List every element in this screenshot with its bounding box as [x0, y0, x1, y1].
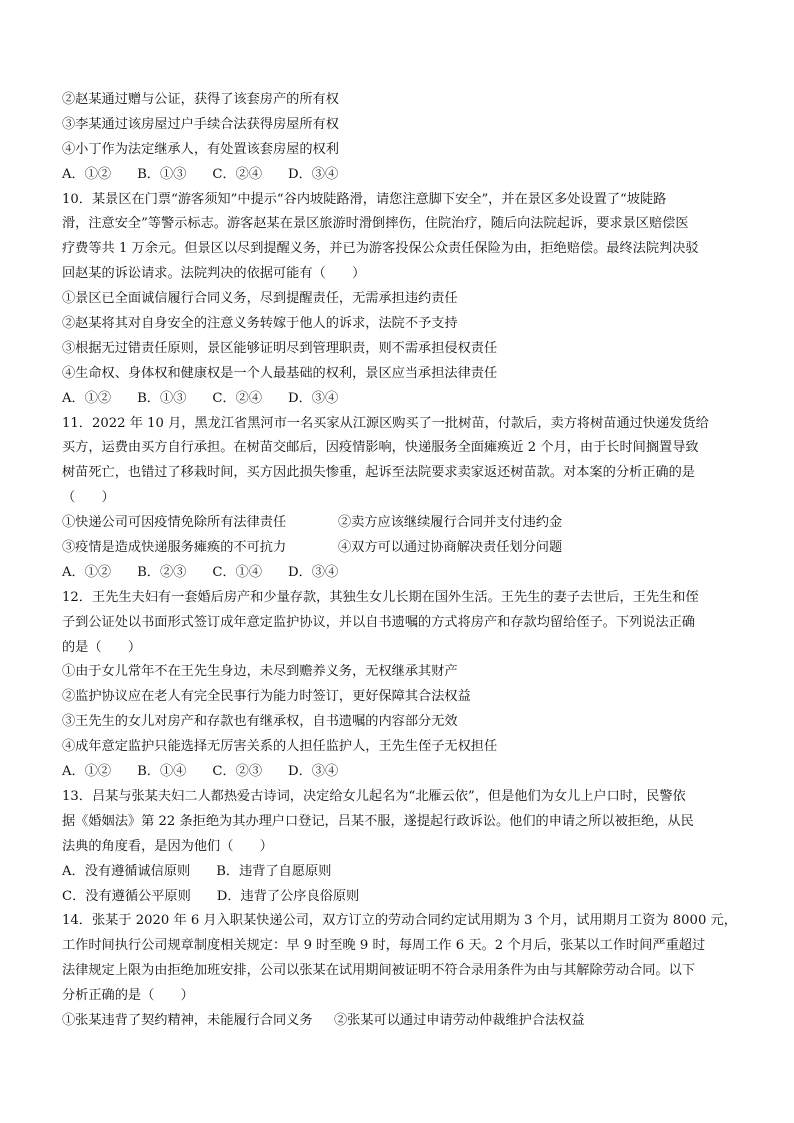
- statement-item: ②赵某将其对自身安全的注意义务转嫁于他人的诉求，法院不予支持: [62, 316, 458, 332]
- statement-item: ①快递公司可因疫情免除所有法律责任: [62, 515, 287, 531]
- statement-item: ①由于女儿常年不在王先生身边，未尽到赡养义务，无权继承其财产: [62, 664, 458, 680]
- statement-item: ②张某可以通过申请劳动仲裁维护合法权益: [334, 1012, 585, 1028]
- answer-options: [62, 860, 737, 885]
- question-stem: 10．某景区在门票“游客须知”中提示“谷内坡陡路滑，请您注意脚下安全”，并在景区多处设置了“坡陡路: [62, 191, 667, 207]
- question-stem: 回赵某的诉讼请求。法院判决的依据可能有（ ）: [62, 266, 366, 282]
- question-13: [62, 785, 737, 909]
- statement-row: [62, 511, 737, 536]
- statement-item: ②监护协议应在老人有完全民事行为能力时签订，更好保障其合法权益: [62, 689, 471, 705]
- statement-row: [62, 1009, 737, 1034]
- option-b[interactable]: B．②③: [137, 564, 187, 580]
- question-stem: 的是（ ）: [62, 639, 142, 655]
- option-d[interactable]: D．③④: [288, 390, 339, 406]
- question-stem: 12．王先生夫妇有一套婚后房产和少量存款，其独生女儿长期在国外生活。王先生的妻子去世后，王先生和侄: [62, 589, 699, 605]
- option-a[interactable]: A．没有遵循诚信原则: [62, 863, 191, 879]
- option-b[interactable]: B．违背了自愿原则: [216, 863, 332, 879]
- option-a[interactable]: A．①②: [62, 166, 112, 182]
- option-b[interactable]: B．①④: [137, 764, 187, 780]
- question-stem: 子到公证处以书面形式签订成年意定监护协议，并以自书遗嘱的方式将房产和存款均留给侄子。下列说法正确: [62, 614, 695, 630]
- option-d[interactable]: D．违背了公序良俗原则: [216, 888, 360, 904]
- question-14: [62, 909, 737, 1033]
- question-stem: 滑，注意安全”等警示标志。游客赵某在景区旅游时滑倒摔伤，住院治疗，随后向法院起诉，要求景区赔偿医: [62, 216, 689, 232]
- question-stem: 13．吕某与张某夫妇二人都热爱古诗词，决定给女儿起名为“北雁云依”，但是他们为女儿上户口时，民警依: [62, 788, 686, 804]
- question-12: [62, 586, 737, 785]
- question-stem: 疗费等共 1 万余元。但景区以尽到提醒义务，并已为游客投保公众责任保险为由，拒绝赔偿。最终法院判决驳: [62, 241, 699, 257]
- statement-item: ④双方可以通过协商解决责任划分问题: [338, 540, 563, 556]
- option-d[interactable]: D．③④: [288, 564, 339, 580]
- statement-item: ①景区已全面诚信履行合同义务，尽到提醒责任，无需承担违约责任: [62, 291, 458, 307]
- option-a[interactable]: A．①②: [62, 764, 112, 780]
- statement-item: ④成年意定监护只能选择无厉害关系的人担任监护人，王先生侄子无权担任: [62, 739, 498, 755]
- question-11: [62, 412, 737, 586]
- option-b[interactable]: B．①③: [137, 166, 187, 182]
- question-stem: 14．张某于 2020 年 6 月入职某快递公司，双方订立的劳动合同约定试用期为 3 个月，试用期月工资为 8000 元，: [62, 913, 737, 929]
- answer-options: [62, 561, 737, 586]
- q9-continuation: [62, 88, 737, 188]
- option-c[interactable]: C．②④: [212, 166, 263, 182]
- option-c[interactable]: C．②③: [212, 764, 263, 780]
- option-b[interactable]: B．①③: [137, 390, 187, 406]
- option-a[interactable]: A．①②: [62, 564, 112, 580]
- statement-item: ①张某违背了契约精神，未能履行合同义务: [62, 1012, 313, 1028]
- option-c[interactable]: C．①④: [212, 564, 263, 580]
- question-stem: 分析正确的是（ ）: [62, 988, 194, 1004]
- statement-item: ④生命权、身体权和健康权是一个人最基础的权利，景区应当承担法律责任: [62, 365, 498, 381]
- option-c[interactable]: C．没有遵循公平原则: [62, 888, 191, 904]
- option-c[interactable]: C．②④: [212, 390, 263, 406]
- question-stem: 树苗死亡，也错过了移栽时间，买方因此损失惨重，起诉至法院要求卖家返还树苗款。对本案的分析正确的是: [62, 465, 695, 481]
- question-stem: 11．2022 年 10 月，黑龙江省黑河市一名买家从江源区购买了一批树苗，付款后，卖方将树苗通过快递发货给: [62, 415, 709, 431]
- question-stem: （ ）: [62, 490, 115, 506]
- statement-item: ③王先生的女儿对房产和存款也有继承权，自书遗嘱的内容部分无效: [62, 714, 458, 730]
- question-stem: 法典的角度看，是因为他们（ ）: [62, 838, 273, 854]
- exam-page: [62, 88, 737, 1034]
- statement-item: ②卖方应该继续履行合同并支付违约金: [338, 515, 563, 531]
- option-d[interactable]: D．③④: [288, 166, 339, 182]
- option-d[interactable]: D．③④: [288, 764, 339, 780]
- answer-options: [62, 760, 737, 785]
- statement-item: ③李某通过该房屋过户手续合法获得房屋所有权: [62, 116, 339, 132]
- statement-item: ④小丁作为法定继承人，有处置该套房屋的权利: [62, 141, 339, 157]
- answer-options: [62, 885, 737, 910]
- question-stem: 据《婚姻法》第 22 条拒绝为其办理户口登记，吕某不服，遂提起行政诉讼。他们的申请之所以被拒绝，从民: [62, 813, 694, 829]
- question-stem: 法律规定上限为由拒绝加班安排，公司以张某在试用期间被证明不符合录用条件为由与其解除劳动合同。以下: [62, 963, 695, 979]
- answer-options: [62, 163, 737, 188]
- question-stem: 工作时间执行公司规章制度相关规定：早 9 时至晚 9 时，每周工作 6 天。2 个月后，张某以工作时间严重超过: [62, 938, 706, 954]
- question-stem: 买方，运费由买方自行承担。在树苗交邮后，因疫情影响，快递服务全面瘫痪近 2 个月，由于长时间搁置导致: [62, 440, 699, 456]
- question-10: [62, 188, 737, 412]
- statement-item: ③疫情是造成快递服务瘫痪的不可抗力: [62, 540, 287, 556]
- answer-options: [62, 387, 737, 412]
- statement-item: ②赵某通过赠与公证，获得了该套房产的所有权: [62, 92, 339, 107]
- statement-row: [62, 536, 737, 561]
- statement-item: ③根据无过错责任原则，景区能够证明尽到管理职责，则不需承担侵权责任: [62, 340, 498, 356]
- option-a[interactable]: A．①②: [62, 390, 112, 406]
